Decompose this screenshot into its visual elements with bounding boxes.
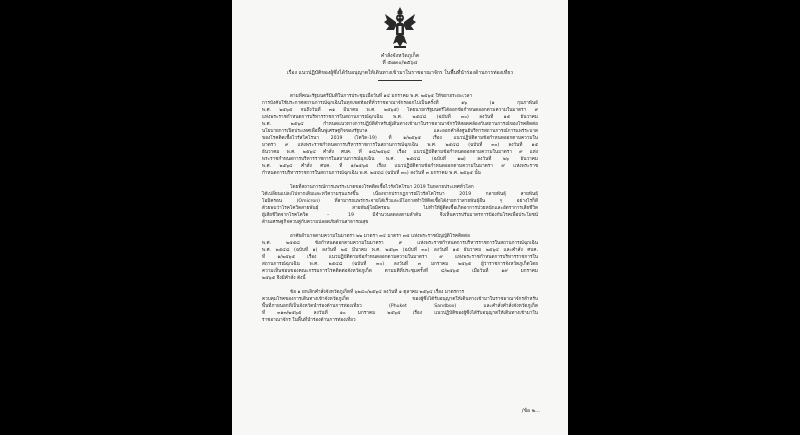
body-line: นโยบายการเปิดประเทศเพื่อฟื้นฟูเศรษฐกิจของรัฐบาล และออกคำสั่งศูนย์บริหารสถานการณ์การแพร่ระบาด — [262, 129, 538, 134]
body-line: พื้นที่ภายนอกที่เป็นจังหวัดนำร่องด้านการท่องเที่ยว (Phuket Sandbox) และคำสั่งคำสั่งจังหวัดภูเก็ต — [262, 304, 538, 309]
body-line: ได้เปลี่ยนแปลงไปจากเดิมและทวีความรุนแรงขึ้น เนื่องจากปรากฏการณ์ไวรัสโคโรนา 2019 กลายพันธุ์ สายพันธุ์ — [262, 192, 538, 197]
body-line: โอมิครอน (Omicron) ที่สามารถแพร่กระจายได้เร็วและมีโอกาสทำให้ติดเชื้อได้ง่ายกว่าสายพันธุ์อื่น ๆ อย่างไรก็ดี — [262, 199, 538, 204]
next-page-marker: /ข้อ ๒... — [521, 408, 540, 414]
body-line: ตามที่คณะรัฐมนตรีมีมติในการประชุมเมื่อวันที่ ๑๔ มกราคม พ.ศ. ๒๕๖๕ ให้ขยายระยะเวลา — [290, 94, 473, 99]
body-line: พ.ศ. ๒๕๖๔ กำหนดแนวทางการปฏิบัติสำหรับผู้เดินทางเข้ามาในราชอาณาจักรให้สอดคล้องกับสถานการณ์ของโรคติดต่อ — [262, 122, 538, 127]
issuing-authority: คำสั่งจังหวัดภูเก็ต — [380, 53, 420, 59]
body-line: ที่ ๓๑๓/๒๕๖๕ ลงวันที่ ๑๐ มกราคม ๒๕๖๕ เรื่อง แนวปฏิบัติของผู้ซึ่งได้รับอนุญาตให้เดินทางเข้ามาใน — [262, 311, 538, 316]
body-line: ผู้เสียชีวิตจากโรคโควิด – 19 มีจำนวนลดลงตามลำดับ จึงเห็นควรปรับมาตรการป้องกันโรคเพื่อประโยชน์ — [262, 213, 538, 218]
header-divider — [378, 80, 422, 81]
body-line: ของโรคติดเชื้อไวรัสโคโรนา 2019 (โควิด-19) ที่ ๑/๒๕๖๕ เรื่อง แนวปฏิบัติตามข้อกำหนดออกตามความใน — [262, 136, 538, 141]
order-number: ที่ ๕๗๓๐/๒๕๖๔ — [382, 60, 418, 66]
body-line: กำหนดการบริหารราชการในสถานการณ์ฉุกเฉิน พ.ศ. ๒๕๔๘ (ฉบับที่ ๓๐) ลงวันที่ ๓ มกราคม พ.ศ. ๒๕๖๕ นั้น — [262, 171, 481, 176]
body-line: การบังคับใช้ประกาศสถานการณ์ฉุกเฉินในทุกเขตท้องที่ทั่วราชอาณาจักรออกไปเป็นครั้งที่ ๑๖ (๑ กุมภาพันธ์ — [262, 101, 538, 106]
body-line: ความเห็นชอบของคณะกรรมการโรคติดต่อจังหวัดภูเก็ต ตามมติที่ประชุมครั้งที่ ๔/๒๕๖๕ เมื่อวันที่ ๑๙ มกราคม — [262, 269, 538, 274]
body-line: ด้านเศรษฐกิจควบคู่กับความปลอดภัยด้านสาธารณสุข — [262, 220, 369, 225]
body-line: ราชอาณาจักร ในพื้นที่นำร่องด้านการท่องเที่ยว — [262, 318, 356, 323]
body-line: ๒๕๖๕ จึงมีคำสั่ง ดังนี้ — [262, 276, 306, 281]
body-line: ด้วยพบว่าโรคโควิดสายพันธุ์ สายพันธุ์โอมิครอน ไม่ทำให้ผู้ติดเชื้อเกิดอาการป่วยหนักและอัตราการเสียชีวิต — [262, 206, 538, 211]
document-page — [232, 0, 568, 435]
body-line: ธันวาคม พ.ศ. ๒๕๖๔ คำสั่ง ศบค. ที่ ๑๔/๒๕๖๔ เรื่อง แนวปฏิบัติตามข้อกำหนดออกตามความในมาตรา ๙ แห่ง — [262, 150, 538, 155]
body-line: มาตรา ๙ แห่งพระราชกำหนดการบริหารราชการในสถานการณ์ฉุกเฉิน พ.ศ. ๒๕๔๘ (ฉบับที่ ๓๐) ลงวันที่ ๑๕ — [262, 143, 538, 148]
body-line: ข้อ ๑ ยกเลิกคำสั่งจังหวัดภูเก็ตที่ ๖๒๔๐/๒๕๖๔ ลงวันที่ ๑ ตุลาคม ๒๕๖๔ เรื่อง มาตรการ — [290, 290, 465, 295]
body-line: ควบคุมโรคของการเดินทางเข้าจังหวัดภูเก็ต ของผู้ซึ่งได้รับอนุญาตให้เดินทางเข้ามาในราชอาณาจักรสำหรับ — [262, 297, 538, 302]
body-line: พ.ศ. ๒๕๖๔ คำสั่ง ศบค. ที่ ๑/๒๕๖๕ เรื่อง แนวปฏิบัติตามข้อกำหนดออกตามความในมาตรา ๙ แห่งพระราช — [262, 164, 538, 169]
body-line: สถานการณ์ฉุกเฉิน พ.ศ. ๒๕๔๘ (ฉบับที่ ๓๐) ลงวันที่ ๓ มกราคม ๒๕๖๕ ผู้ว่าราชการจังหวัดภูเก็ตโดย — [262, 262, 538, 267]
body-line: อาศัยอำนาจตามความในมาตรา ๒๒ มาตรา ๓๔ มาตรา ๓๕ แห่งพระราชบัญญัติโรคติดต่อ — [290, 234, 470, 239]
body-line: โดยที่สถานการณ์การแพร่ระบาดของโรคติดเชื้อไวรัสโคโรนา 2019 ในหลายประเทศทั่วโลก — [290, 185, 474, 190]
body-line: ที่ ๑/๒๕๖๕ เรื่อง แนวปฏิบัติตามข้อกำหนดออกตามความในมาตรา ๙ แห่งพระราชกำหนดการบริหารราชการใน — [262, 255, 538, 260]
body-line: พ.ศ. ๒๕๖๕ จนถึงวันที่ ๓๑ มีนาคม พ.ศ. ๒๕๖๕) โดยนายกรัฐมนตรีได้ออกข้อกำหนดออกตามความในมาตรา ๙ — [262, 108, 538, 113]
garuda-emblem-icon — [383, 6, 417, 50]
body-line: พ.ศ. ๒๕๕๘ ข้อกำหนดออกตามความในมาตรา ๙ แห่งพระราชกำหนดการบริหารราชการในสถานการณ์ฉุกเฉิน — [262, 241, 538, 246]
body-line: แห่งพระราชกำหนดการบริหารราชการในสถานการณ์ฉุกเฉิน พ.ศ. ๒๕๔๘ (ฉบับที่ ๓๐) ลงวันที่ ๑๕ ธันวาคม — [262, 115, 538, 120]
order-subject: เรื่อง แนวปฏิบัติของผู้ซึ่งได้รับอนุญาตให้เดินทางเข้ามาในราชอาณาจักร ในพื้นที่นำร่องด้านการท่องเที่ยว — [286, 70, 514, 76]
body-line: พระราชกำหนดการบริหารราชการในสถานการณ์ฉุกเฉิน พ.ศ. ๒๕๔๘ (ฉบับที่ ๑๗) ลงวันที่ ๒๖ ธันวาคม — [262, 157, 538, 162]
body-line: พ.ศ. ๒๕๔๘ (ฉบับที่ ๑) ลงวันที่ ๒๕ มีนาคม พ.ศ. ๒๕๖๓ (ฉบับที่ ๓๐) ลงวันที่ ๑๕ ธันวาคม ๒๕๖๔ และคำสั่ง ศบค. — [262, 248, 538, 253]
